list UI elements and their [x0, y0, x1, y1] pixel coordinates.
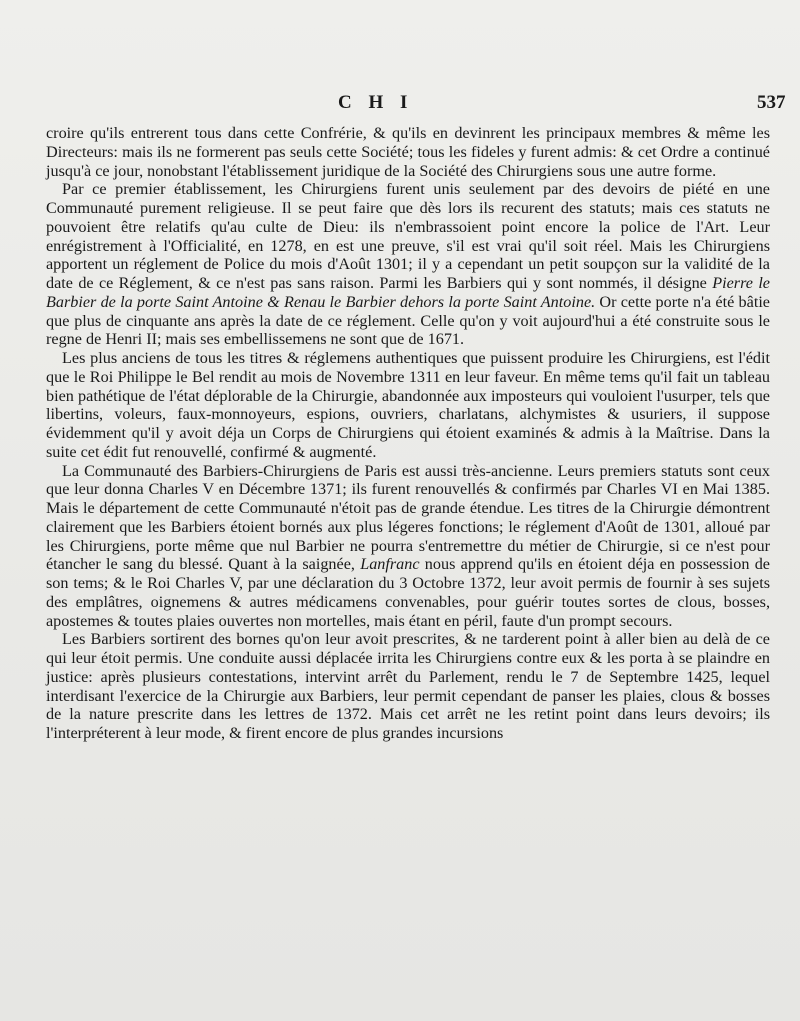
paragraph-2	[46, 180, 770, 349]
paragraph-text: Par ce premier établissement, les Chirurgiens furent unis seulement par des devoirs de piété en une Communauté purement religieuse. Il se peut faire que dès lors ils recurent des statuts; mais ces statuts ne pouvoient être relatifs qu'au culte de Dieu: ils n'embrassoient point encore la police de l'Art. Leur enrégistrement à l'Officialité, en 1278, en est une preuve, s'il est vrai qu'il soit réel. Mais les Chirurgiens apportent un réglement de Police du mois d'Août 1301; il y a cependant un petit soupçon sur la validité de la date de ce Réglement, & ce n'est pas sans raison. Parmi les Barbiers qui y sont nommés, il désigne	[46, 180, 770, 292]
body-text	[46, 124, 770, 743]
running-head	[0, 92, 800, 116]
paragraph-text: Les plus anciens de tous les titres & réglemens authentiques que puissent produire les Chirurgiens, est l'édit que le Roi Philippe le Bel rendit au mois de Novembre 1311 en leur faveur. En même tems qu'il fait un tableau bien pathétique de l'état déplorable de la Chirurgie, abandonnée aux imposteurs qui vouloient l'usurper, tels que libertins, voleurs, faux-monnoyeurs, espions, ouvriers, charlatans, alchymistes & usuriers, il suppose évidemment qu'il y avoit déja un Corps de Chirurgiens qui étoient examinés & admis à la Maîtrise. Dans la suite cet édit fut renouvellé, confirmé & augmenté.	[46, 349, 770, 461]
italic-text: Lanfranc	[360, 555, 420, 574]
paragraph-text: croire qu'ils entrerent tous dans cette Confrérie, & qu'ils en devinrent les principaux membres & même les Directeurs: mais ils ne formerent pas seuls cette Société; tous les fideles y furent admis: & cet Ordre a continué jusqu'à ce jour, nonobstant l'établissement juridique de la Société des Chirurgiens sous une autre forme.	[46, 124, 770, 180]
paragraph-text: Or cette porte n'a été bâtie que plus de cinquante ans après la date de ce réglement. Celle qu'on y voit aujourd'hui a été construite sous le regne de Henri II; mais ses embellissemens ne sont que de 1671.	[46, 292, 770, 349]
page-number: 537	[757, 92, 786, 113]
running-head-title: C H I	[338, 92, 414, 113]
paragraph-1	[46, 124, 770, 180]
paragraph-3	[46, 349, 770, 462]
italic-text: Pierre le Barbier de la porte Saint Antoine & Renau le Barbier dehors la porte Saint Antoine.	[46, 274, 770, 311]
paragraph-text: nous apprend qu'ils en étoient déja en possession de son tems; & le Roi Charles V, par une déclaration du 3 Octobre 1372, leur avoit permis de fournir à ses sujets des emplâtres, oignemens & autres médicamens convenables, pour guérir toutes sortes de clous, bosses, apostemes & toutes plaies ouvertes non mortelles, mais étant en péril, faute d'un prompt secours.	[46, 555, 770, 630]
paragraph-4	[46, 462, 770, 631]
paragraph-5	[46, 630, 770, 743]
paragraph-text: Les Barbiers sortirent des bornes qu'on leur avoit prescrites, & ne tarderent point à aller bien au delà de ce qui leur étoit permis. Une conduite aussi déplacée irrita les Chirurgiens contre eux & les porta à se plaindre en justice: après plusieurs contestations, intervint arrêt du Parlement, rendu le 7 de Septembre 1425, lequel interdisant l'exercice de la Chirurgie aux Barbiers, leur permit cependant de panser les plaies, clous & bosses de la nature prescrite dans les lettres de 1372. Mais cet arrêt ne les retint point dans leurs devoirs; ils l'interpréterent à leur mode, & firent encore de plus grandes incursions	[46, 630, 770, 742]
paragraph-text: La Communauté des Barbiers-Chirurgiens de Paris est aussi très-ancienne. Leurs premiers statuts sont ceux que leur donna Charles V en Décembre 1371; ils furent renouvellés & confirmés par Charles VI en Mai 1385. Mais le département de cette Communauté n'étoit pas de grande étendue. Les titres de la Chirurgie démontrent clairement que les Barbiers étoient bornés aux plus légeres fonctions; le réglement d'Août de 1301, alloué par les Chirurgiens, porte même que nul Barbier ne pourra s'entremettre du métier de Chirurgie, si ce n'est pour étancher le sang du blessé. Quant à la saignée,	[46, 461, 770, 574]
